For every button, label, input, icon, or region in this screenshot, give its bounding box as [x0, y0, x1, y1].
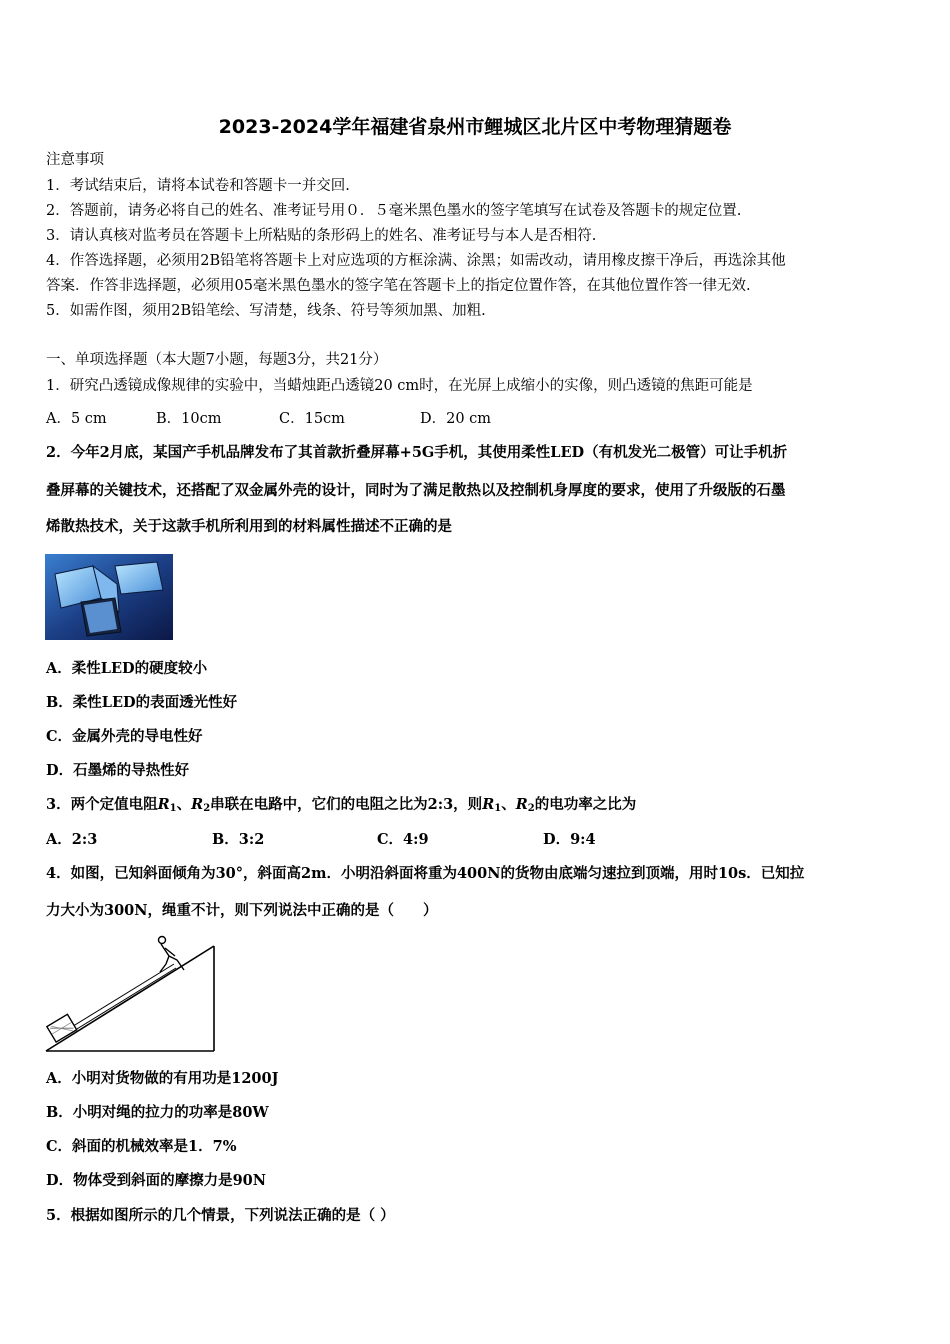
q3-option-d: D．9:4	[543, 831, 596, 848]
notice-heading: 注意事项	[46, 152, 104, 168]
notice-item: 答案．作答非选择题，必须用05毫米黑色墨水的签字笔在答题卡上的指定位置作答，在其他位置作答一律无效.	[46, 278, 751, 294]
q3-stem-part: 的电功率之比为	[534, 796, 637, 813]
notice-item: 1．考试结束后，请将本试卷和答题卡一并交回.	[46, 178, 350, 194]
q1-option-a: A．5 cm	[46, 411, 107, 427]
q5-stem: 5．根据如图所示的几个情景，下列说法正确的是（ ）	[46, 1207, 395, 1224]
notice-item: 5．如需作图，须用2B铅笔绘、写清楚，线条、符号等须加黑、加粗.	[46, 303, 486, 319]
q3-option-a: A．2:3	[46, 831, 98, 848]
q4-stem-line: 4．如图，已知斜面倾角为30°，斜面高2m．小明沿斜面将重为400N的货物由底端匀速拉到顶端，用时10s．已知拉	[46, 865, 805, 882]
resistor-subscript: 2	[203, 803, 211, 814]
resistor-subscript: 2	[527, 803, 535, 814]
q4-option-b: B．小明对绳的拉力的功率是80W	[46, 1104, 269, 1121]
q2-option-d: D．石墨烯的导热性好	[46, 762, 190, 779]
q2-option-c: C．金属外壳的导电性好	[46, 728, 203, 745]
notice-item: 4．作答选择题，必须用2B铅笔将答题卡上对应选项的方框涂满、涂黑；如需改动，请用橡皮擦干净后，再选涂其他	[46, 253, 786, 269]
q1-option-b: B．10cm	[156, 411, 222, 427]
q2-option-b: B．柔性LED的表面透光性好	[46, 694, 238, 711]
q1-option-d: D．20 cm	[420, 411, 492, 427]
q4-stem-line: 力大小为300N，绳重不计，则下列说法中正确的是（ ）	[46, 902, 438, 919]
q4-option-d: D．物体受到斜面的摩擦力是90N	[46, 1172, 267, 1189]
q3-separator: 、	[501, 796, 516, 813]
q3-stem-part: 3．两个定值电阻	[46, 796, 158, 813]
q3-stem	[46, 795, 636, 819]
resistor-symbol: R	[157, 796, 170, 813]
q3-separator: 、	[176, 796, 192, 813]
resistor-symbol: R	[482, 796, 495, 813]
foldable-phone-image	[45, 554, 173, 640]
q2-stem-line: 2．今年2月底，某国产手机品牌发布了其首款折叠屏幕+5G手机，其使用柔性LED（有机发光二极管）可让手机折	[46, 444, 788, 461]
q4-option-c: C．斜面的机械效率是1．7%	[46, 1138, 237, 1155]
section-heading: 一、单项选择题（本大题7小题，每题3分，共21分）	[46, 352, 388, 368]
q2-stem-line: 叠屏幕的关键技术，还搭配了双金属外壳的设计，同时为了满足散热以及控制机身厚度的要求，使用了升级版的石墨	[46, 482, 786, 499]
q3-option-b: B．3:2	[212, 831, 265, 848]
resistor-symbol: R	[515, 796, 528, 813]
resistor-subscript: 1	[169, 803, 177, 814]
q1-option-c: C．15cm	[279, 411, 345, 427]
exam-title: 2023-2024学年福建省泉州市鲤城区北片区中考物理猜题卷	[218, 116, 732, 138]
q3-option-c: C．4:9	[377, 831, 429, 848]
incline-diagram	[44, 934, 218, 1056]
resistor-subscript: 1	[494, 803, 502, 814]
q4-option-a: A．小明对货物做的有用功是1200J	[46, 1070, 279, 1087]
q2-stem-line: 烯散热技术，关于这款手机所利用到的材料属性描述不正确的是	[46, 518, 452, 535]
resistor-symbol: R	[191, 796, 204, 813]
q2-option-a: A．柔性LED的硬度较小	[46, 660, 208, 677]
notice-item: 3．请认真核对监考员在答题卡上所粘贴的条形码上的姓名、准考证号与本人是否相符.	[46, 228, 597, 244]
q3-stem-part: 串联在电路中，它们的电阻之比为2:3，则	[210, 796, 483, 813]
notice-item: 2．答题前，请务必将自己的姓名、准考证号用０．５毫米黑色墨水的签字笔填写在试卷及答题卡的规定位置.	[46, 203, 742, 219]
q1-stem: 1．研究凸透镜成像规律的实验中，当蜡烛距凸透镜20 cm时，在光屏上成缩小的实像，则凸透镜的焦距可能是	[46, 378, 753, 394]
